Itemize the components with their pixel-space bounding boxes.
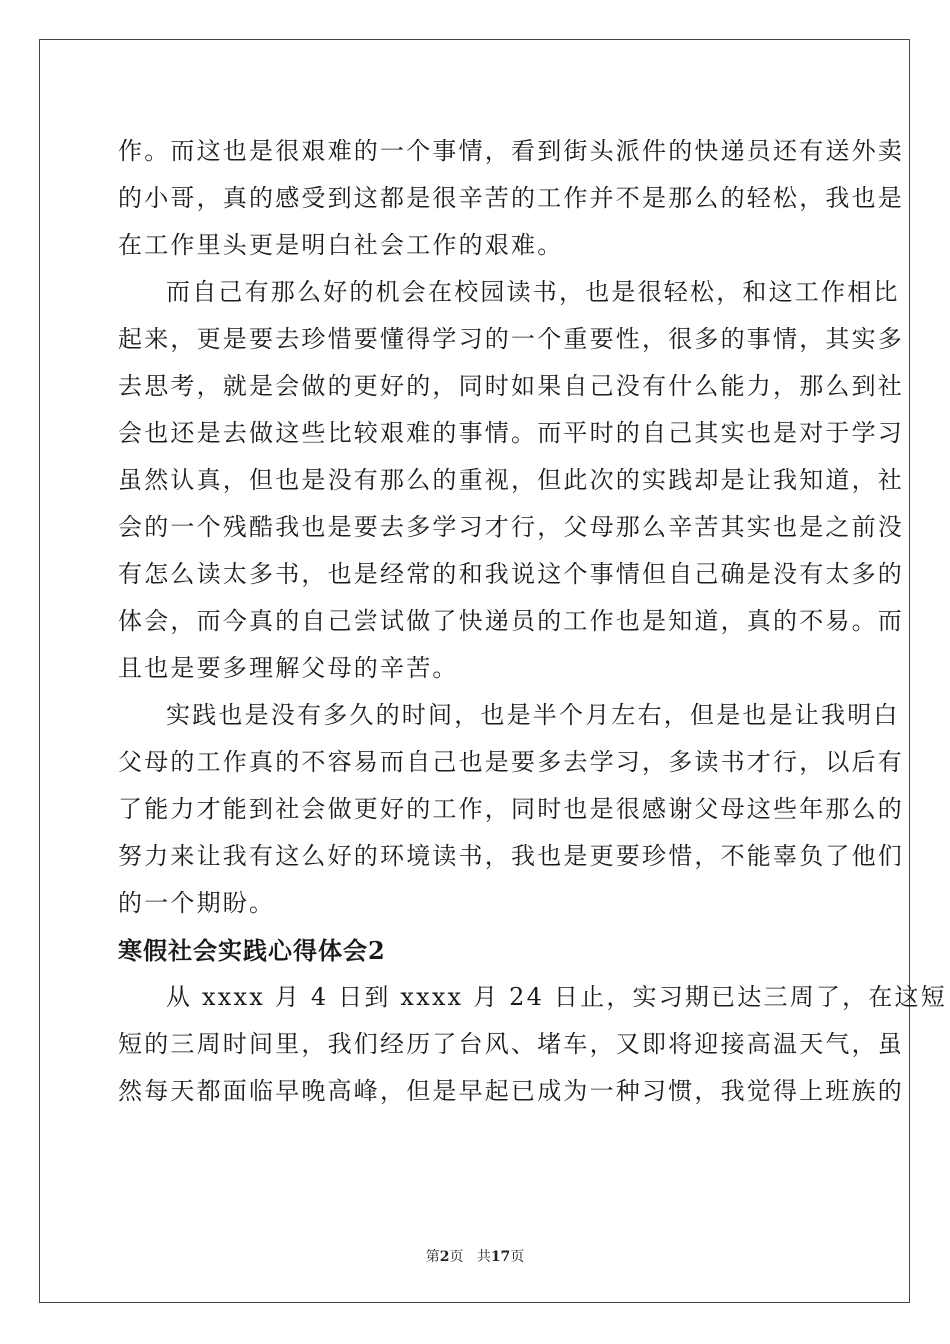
text-line: 然每天都面临早晚高峰，但是早起已成为一种习惯，我觉得上班族的 bbox=[118, 1077, 904, 1105]
paragraph-1 bbox=[118, 128, 904, 269]
text-line: 的一个期盼。 bbox=[118, 889, 276, 917]
text-line: 的小哥，真的感受到这都是很辛苦的工作并不是那么的轻松，我也是 bbox=[118, 184, 904, 212]
text-line: 在工作里头更是明白社会工作的艰难。 bbox=[118, 231, 564, 259]
text-line: 从 xxxx 月 4 日到 xxxx 月 24 日止，实习期已达三周了，在这短 bbox=[166, 983, 947, 1011]
page-footer bbox=[0, 1246, 950, 1266]
text-line: 短的三周时间里，我们经历了台风、堵车，又即将迎接高温天气，虽 bbox=[118, 1030, 904, 1058]
section-heading: 寒假社会实践心得体会2 bbox=[118, 936, 386, 965]
text-line: 且也是要多理解父母的辛苦。 bbox=[118, 654, 459, 682]
text-line: 会的一个残酷我也是要去多学习才行，父母那么辛苦其实也是之前没 bbox=[118, 513, 904, 541]
text-line: 作。而这也是很艰难的一个事情，看到街头派件的快递员还有送外卖 bbox=[118, 137, 904, 165]
text-line: 而自己有那么好的机会在校园读书，也是很轻松，和这工作相比 bbox=[166, 278, 900, 306]
text-line: 努力来让我有这么好的环境读书，我也是更要珍惜，不能辜负了他们 bbox=[118, 842, 904, 870]
text-line: 起来，更是要去珍惜要懂得学习的一个重要性，很多的事情，其实多 bbox=[118, 325, 904, 353]
current-page-number: 2 bbox=[439, 1249, 450, 1265]
text-line: 虽然认真，但也是没有那么的重视，但此次的实践却是让我知道，社 bbox=[118, 466, 904, 494]
text-line: 去思考，就是会做的更好的，同时如果自己没有什么能力，那么到社 bbox=[118, 372, 904, 400]
footer-total-prefix: 共 bbox=[476, 1249, 491, 1265]
paragraph-3 bbox=[118, 692, 904, 927]
total-pages-number: 17 bbox=[490, 1249, 511, 1265]
text-line: 有怎么读太多书，也是经常的和我说这个事情但自己确是没有太多的 bbox=[118, 560, 904, 588]
paragraph-2 bbox=[118, 269, 904, 692]
text-line: 了能力才能到社会做更好的工作，同时也是很感谢父母这些年那么的 bbox=[118, 795, 904, 823]
paragraph-4 bbox=[118, 974, 947, 1115]
footer-page-suffix: 页 bbox=[449, 1249, 464, 1265]
footer-prefix: 第 bbox=[425, 1249, 440, 1265]
text-line: 实践也是没有多久的时间，也是半个月左右，但是也是让我明白 bbox=[166, 701, 900, 729]
text-line: 会也还是去做这些比较艰难的事情。而平时的自己其实也是对于学习 bbox=[118, 419, 904, 447]
text-line: 父母的工作真的不容易而自己也是要多去学习，多读书才行，以后有 bbox=[118, 748, 904, 776]
footer-total-suffix: 页 bbox=[510, 1249, 525, 1265]
text-line: 体会，而今真的自己尝试做了快递员的工作也是知道，真的不易。而 bbox=[118, 607, 904, 635]
document-body bbox=[118, 128, 947, 1115]
